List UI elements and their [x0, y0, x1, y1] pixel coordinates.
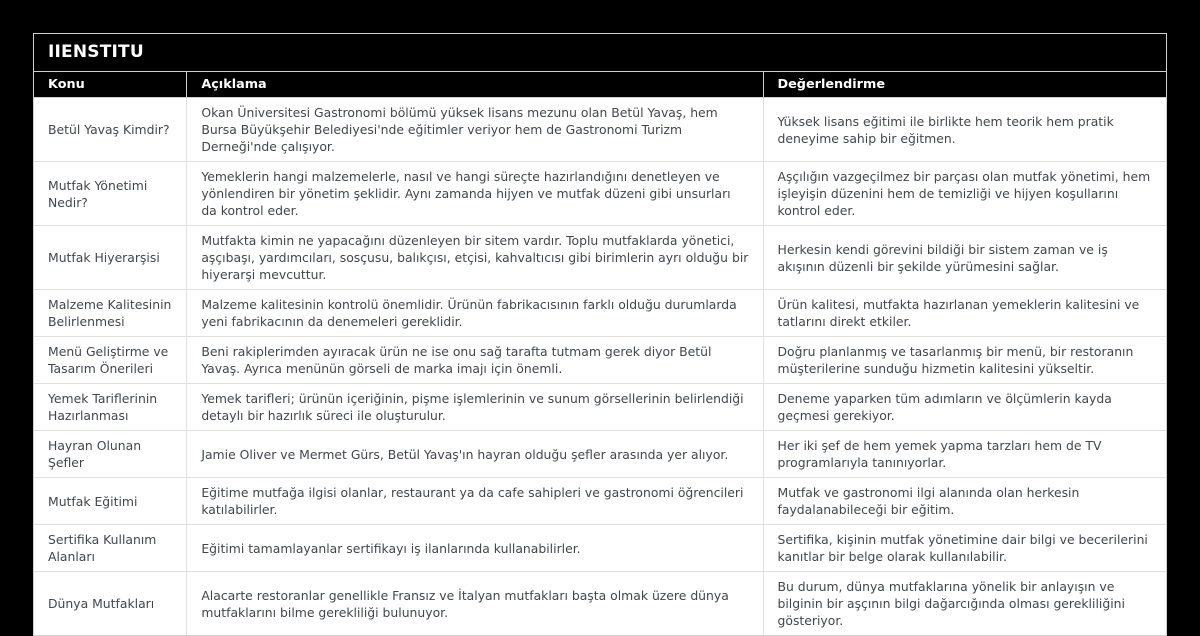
iienstitu-panel	[33, 33, 1167, 636]
cell-aciklama: Yemek tarifleri; ürünün içeriğinin, pişme işlemlerinin ve sunum görsellerinin belirlendiği detaylı bir hazırlık süreci ile oluşturulur.	[187, 384, 763, 431]
cell-konu: Dünya Mutfakları	[34, 572, 187, 636]
table-row	[34, 226, 1166, 290]
page-title: IIENSTITU	[48, 42, 144, 62]
cell-aciklama: Eğitime mutfağa ilgisi olanlar, restaurant ya da cafe sahipleri ve gastronomi öğrencileri katılabilirler.	[187, 478, 763, 525]
column-header-aciklama: Açıklama	[187, 72, 763, 98]
cell-degerlendirme: Ürün kalitesi, mutfakta hazırlanan yemeklerin kalitesini ve tatlarını direkt etkiler.	[763, 290, 1166, 337]
cell-konu: Sertifika Kullanım Alanları	[34, 525, 187, 572]
cell-konu: Hayran Olunan Şefler	[34, 431, 187, 478]
panel-title-bar	[34, 34, 1166, 72]
table-header	[34, 72, 1166, 98]
cell-degerlendirme: Sertifika, kişinin mutfak yönetimine dair bilgi ve becerilerini kanıtlar bir belge olarak kullanılabilir.	[763, 525, 1166, 572]
table-row	[34, 525, 1166, 572]
cell-degerlendirme: Deneme yaparken tüm adımların ve ölçümlerin kayda geçmesi gerekiyor.	[763, 384, 1166, 431]
table-row	[34, 337, 1166, 384]
cell-aciklama: Okan Üniversitesi Gastronomi bölümü yüksek lisans mezunu olan Betül Yavaş, hem Bursa Büyükşehir Belediyesi'nde eğitimler veriyor hem de Gastronomi Turizm Derneği'nde çalışıyor.	[187, 98, 763, 162]
cell-degerlendirme: Yüksek lisans eğitimi ile birlikte hem teorik hem pratik deneyime sahip bir eğitmen.	[763, 98, 1166, 162]
cell-konu: Mutfak Yönetimi Nedir?	[34, 162, 187, 226]
cell-degerlendirme: Doğru planlanmış ve tasarlanmış bir menü, bir restoranın müşterilerine sunduğu hizmetin kalitesini yükseltir.	[763, 337, 1166, 384]
cell-degerlendirme: Herkesin kendi görevini bildiği bir sistem zaman ve iş akışının düzenli bir şekilde yürümesini sağlar.	[763, 226, 1166, 290]
cell-degerlendirme: Bu durum, dünya mutfaklarına yönelik bir anlayışın ve bilginin bir aşçının bilgi dağarcığında olması gerekliliğini gösteriyor.	[763, 572, 1166, 636]
cell-konu: Mutfak Hiyerarşisi	[34, 226, 187, 290]
cell-aciklama: Jamie Oliver ve Mermet Gürs, Betül Yavaş'ın hayran olduğu şefler arasında yer alıyor.	[187, 431, 763, 478]
cell-aciklama: Mutfakta kimin ne yapacağını düzenleyen bir sitem vardır. Toplu mutfaklarda yönetici, aşçıbaşı, yardımcıları, sosçusu, balıkçısı, etçisi, kahvaltıcısı gibi birimlerin ayrı olduğu bir hiyerarşi mevcuttur.	[187, 226, 763, 290]
column-header-degerlendirme: Değerlendirme	[763, 72, 1166, 98]
table-row	[34, 478, 1166, 525]
cell-aciklama: Alacarte restoranlar genellikle Fransız ve İtalyan mutfakları başta olmak üzere dünya mutfaklarını bilme gerekliliği bulunuyor.	[187, 572, 763, 636]
cell-aciklama: Beni rakiplerimden ayıracak ürün ne ise onu sağ tarafta tutmam gerek diyor Betül Yavaş. Ayrıca menünün görseli de marka imajı için önemli.	[187, 337, 763, 384]
cell-aciklama: Yemeklerin hangi malzemelerle, nasıl ve hangi süreçte hazırlandığını denetleyen ve yönlendiren bir yönetim şeklidir. Aynı zamanda hijyen ve mutfak düzeni gibi unsurları da kontrol eder.	[187, 162, 763, 226]
cell-degerlendirme: Her iki şef de hem yemek yapma tarzları hem de TV programlarıyla tanınıyorlar.	[763, 431, 1166, 478]
table-row	[34, 162, 1166, 226]
table-row	[34, 384, 1166, 431]
cell-konu: Menü Geliştirme ve Tasarım Önerileri	[34, 337, 187, 384]
cell-konu: Mutfak Eğitimi	[34, 478, 187, 525]
cell-konu: Yemek Tariflerinin Hazırlanması	[34, 384, 187, 431]
table-header-row	[34, 72, 1166, 98]
cell-aciklama: Malzeme kalitesinin kontrolü önemlidir. Ürünün fabrikacısının farklı olduğu durumlarda yeni fabrikacının da denemeleri gereklidir.	[187, 290, 763, 337]
table-row	[34, 572, 1166, 636]
column-header-konu: Konu	[34, 72, 187, 98]
cell-konu: Betül Yavaş Kimdir?	[34, 98, 187, 162]
table-row	[34, 98, 1166, 162]
cell-degerlendirme: Mutfak ve gastronomi ilgi alanında olan herkesin faydalanabileceği bir eğitim.	[763, 478, 1166, 525]
table-row	[34, 431, 1166, 478]
table-body	[34, 98, 1166, 636]
cell-aciklama: Eğitimi tamamlayanlar sertifikayı iş ilanlarında kullanabilirler.	[187, 525, 763, 572]
cell-konu: Malzeme Kalitesinin Belirlenmesi	[34, 290, 187, 337]
table-row	[34, 290, 1166, 337]
cell-degerlendirme: Aşçılığın vazgeçilmez bir parçası olan mutfak yönetimi, hem işleyişin düzenini hem de temizliği ve hijyen koşullarını kontrol eder.	[763, 162, 1166, 226]
